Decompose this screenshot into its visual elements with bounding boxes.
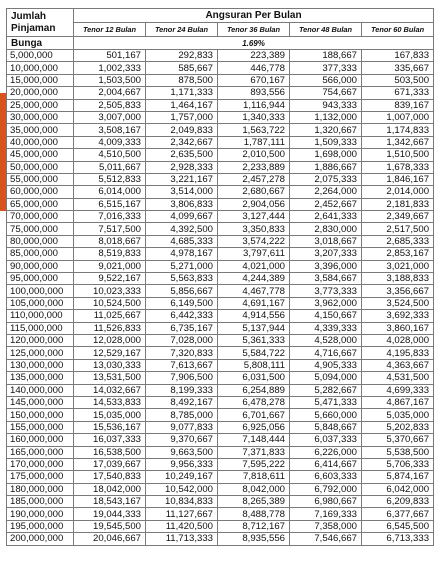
installment-cell: 893,556	[218, 87, 290, 99]
loan-amount-cell: 85,000,000	[7, 248, 74, 260]
installment-cell: 4,531,500	[362, 372, 434, 384]
installment-cell: 15,536,167	[74, 421, 146, 433]
installment-cell: 6,031,500	[218, 372, 290, 384]
loan-amount-cell: 135,000,000	[7, 372, 74, 384]
installment-cell: 503,500	[362, 74, 434, 86]
installment-cell: 3,524,500	[362, 297, 434, 309]
installment-cell: 5,538,500	[362, 446, 434, 458]
installment-cell: 6,478,278	[218, 396, 290, 408]
installment-cell: 9,370,667	[146, 434, 218, 446]
loan-amount-cell: 115,000,000	[7, 322, 74, 334]
table-row	[7, 322, 434, 334]
installment-cell: 670,167	[218, 74, 290, 86]
installment-cell: 1,757,000	[146, 111, 218, 123]
installment-cell: 1,846,167	[362, 173, 434, 185]
table-row	[7, 87, 434, 99]
installment-cell: 8,492,167	[146, 396, 218, 408]
table-row	[7, 334, 434, 346]
loan-amount-cell: 150,000,000	[7, 409, 74, 421]
installment-cell: 13,531,500	[74, 372, 146, 384]
loan-amount-cell: 95,000,000	[7, 273, 74, 285]
tenor-header-48: Tenor 48 Bulan	[290, 23, 362, 37]
installment-cell: 5,874,167	[362, 471, 434, 483]
table-row	[7, 99, 434, 111]
installment-cell: 4,392,500	[146, 223, 218, 235]
installment-cell: 6,603,333	[290, 471, 362, 483]
table-row	[7, 111, 434, 123]
installment-cell: 2,685,333	[362, 235, 434, 247]
loan-amount-cell: 45,000,000	[7, 149, 74, 161]
installment-cell: 5,471,333	[290, 396, 362, 408]
installment-cell: 4,099,667	[146, 211, 218, 223]
installment-cell: 4,467,778	[218, 285, 290, 297]
installment-cell: 335,667	[362, 62, 434, 74]
table-row	[7, 260, 434, 272]
loan-amount-cell: 185,000,000	[7, 496, 74, 508]
installment-cell: 671,333	[362, 87, 434, 99]
installment-cell: 2,233,889	[218, 161, 290, 173]
installment-cell: 6,254,889	[218, 384, 290, 396]
installment-cell: 6,442,333	[146, 310, 218, 322]
installment-cell: 4,905,333	[290, 359, 362, 371]
installment-cell: 4,009,333	[74, 136, 146, 148]
installment-cell: 13,030,333	[74, 359, 146, 371]
installment-cell: 6,515,167	[74, 198, 146, 210]
installment-cell: 10,249,167	[146, 471, 218, 483]
installment-cell: 3,018,667	[290, 235, 362, 247]
table-row	[7, 173, 434, 185]
installment-cell: 1,116,944	[218, 99, 290, 111]
installment-cell: 4,528,000	[290, 334, 362, 346]
installment-cell: 3,127,444	[218, 211, 290, 223]
installment-cell: 17,039,667	[74, 458, 146, 470]
installment-cell: 4,867,167	[362, 396, 434, 408]
installment-cell: 5,035,000	[362, 409, 434, 421]
installment-cell: 1,678,333	[362, 161, 434, 173]
installment-cell: 167,833	[362, 50, 434, 62]
installment-cell: 10,023,333	[74, 285, 146, 297]
loan-amount-cell: 195,000,000	[7, 520, 74, 532]
installment-cell: 1,698,000	[290, 149, 362, 161]
installment-cell: 6,037,333	[290, 434, 362, 446]
installment-cell: 5,361,333	[218, 334, 290, 346]
installment-cell: 2,505,833	[74, 99, 146, 111]
installment-cell: 566,000	[290, 74, 362, 86]
installment-cell: 18,042,000	[74, 483, 146, 495]
installment-cell: 1,174,833	[362, 124, 434, 136]
table-row	[7, 285, 434, 297]
table-row	[7, 359, 434, 371]
installment-cell: 3,508,167	[74, 124, 146, 136]
table-row	[7, 235, 434, 247]
loan-amount-cell: 65,000,000	[7, 198, 74, 210]
installment-cell: 2,014,000	[362, 186, 434, 198]
installment-cell: 2,853,167	[362, 248, 434, 260]
loan-amount-cell: 90,000,000	[7, 260, 74, 272]
installment-table-container	[6, 8, 430, 546]
installment-cell: 4,716,667	[290, 347, 362, 359]
loan-amount-cell: 180,000,000	[7, 483, 74, 495]
installment-cell: 188,667	[290, 50, 362, 62]
installment-cell: 6,925,056	[218, 421, 290, 433]
installment-cell: 2,680,667	[218, 186, 290, 198]
installment-cell: 6,377,667	[362, 508, 434, 520]
installment-cell: 446,778	[218, 62, 290, 74]
installment-cell: 5,094,000	[290, 372, 362, 384]
installment-cell: 1,563,722	[218, 124, 290, 136]
installment-cell: 10,524,500	[74, 297, 146, 309]
installment-cell: 1,342,667	[362, 136, 434, 148]
installment-cell: 1,509,333	[290, 136, 362, 148]
table-row	[7, 248, 434, 260]
installment-cell: 878,500	[146, 74, 218, 86]
installment-cell: 3,797,611	[218, 248, 290, 260]
installment-cell: 5,563,833	[146, 273, 218, 285]
installment-cell: 9,956,333	[146, 458, 218, 470]
loan-amount-header-line2: Pinjaman	[11, 23, 56, 34]
table-row	[7, 508, 434, 520]
installment-cell: 4,339,333	[290, 322, 362, 334]
installment-cell: 6,042,000	[362, 483, 434, 495]
loan-amount-cell: 105,000,000	[7, 297, 74, 309]
installment-cell: 1,132,000	[290, 111, 362, 123]
installment-cell: 2,075,333	[290, 173, 362, 185]
tenor-header-60: Tenor 60 Bulan	[362, 23, 434, 37]
installment-cell: 5,856,667	[146, 285, 218, 297]
table-row	[7, 409, 434, 421]
installment-cell: 12,028,000	[74, 334, 146, 346]
interest-label: Bunga	[7, 37, 74, 50]
installment-cell: 4,021,000	[218, 260, 290, 272]
installment-cell: 16,538,500	[74, 446, 146, 458]
table-row	[7, 124, 434, 136]
installment-cell: 2,452,667	[290, 198, 362, 210]
installment-cell: 5,660,000	[290, 409, 362, 421]
installment-cell: 3,021,000	[362, 260, 434, 272]
loan-amount-cell: 170,000,000	[7, 458, 74, 470]
interest-rate-value: 1.69%	[74, 37, 434, 50]
table-row	[7, 471, 434, 483]
table-row	[7, 421, 434, 433]
table-row	[7, 186, 434, 198]
installment-cell: 1,320,667	[290, 124, 362, 136]
installment-cell: 5,848,667	[290, 421, 362, 433]
installment-cell: 292,833	[146, 50, 218, 62]
installment-cell: 11,420,500	[146, 520, 218, 532]
installment-cell: 1,002,333	[74, 62, 146, 74]
loan-amount-cell: 70,000,000	[7, 211, 74, 223]
installment-cell: 18,543,167	[74, 496, 146, 508]
installment-cell: 6,735,167	[146, 322, 218, 334]
installment-cell: 3,514,000	[146, 186, 218, 198]
installment-cell: 4,363,667	[362, 359, 434, 371]
installment-cell: 1,007,000	[362, 111, 434, 123]
monthly-installment-header: Angsuran Per Bulan	[74, 9, 434, 23]
table-row	[7, 483, 434, 495]
loan-amount-cell: 80,000,000	[7, 235, 74, 247]
installment-cell: 6,149,500	[146, 297, 218, 309]
installment-cell: 4,978,167	[146, 248, 218, 260]
installment-cell: 1,503,500	[74, 74, 146, 86]
installment-cell: 7,613,667	[146, 359, 218, 371]
installment-cell: 8,712,167	[218, 520, 290, 532]
installment-cell: 7,028,000	[146, 334, 218, 346]
installment-cell: 7,148,444	[218, 434, 290, 446]
table-row	[7, 384, 434, 396]
loan-amount-cell: 140,000,000	[7, 384, 74, 396]
installment-cell: 7,016,333	[74, 211, 146, 223]
installment-cell: 5,011,667	[74, 161, 146, 173]
loan-amount-cell: 130,000,000	[7, 359, 74, 371]
table-row	[7, 161, 434, 173]
installment-cell: 2,264,000	[290, 186, 362, 198]
installment-cell: 5,706,333	[362, 458, 434, 470]
installment-cell: 6,980,667	[290, 496, 362, 508]
installment-cell: 2,049,833	[146, 124, 218, 136]
installment-cell: 8,042,000	[218, 483, 290, 495]
installment-cell: 14,032,667	[74, 384, 146, 396]
table-row	[7, 434, 434, 446]
installment-cell: 14,533,833	[74, 396, 146, 408]
loan-amount-cell: 40,000,000	[7, 136, 74, 148]
table-row	[7, 396, 434, 408]
loan-amount-cell: 190,000,000	[7, 508, 74, 520]
installment-cell: 4,914,556	[218, 310, 290, 322]
table-row	[7, 223, 434, 235]
installment-cell: 8,488,778	[218, 508, 290, 520]
installment-cell: 3,207,333	[290, 248, 362, 260]
loan-amount-cell: 20,000,000	[7, 87, 74, 99]
installment-cell: 3,584,667	[290, 273, 362, 285]
installment-cell: 501,167	[74, 50, 146, 62]
installment-cell: 2,349,667	[362, 211, 434, 223]
installment-cell: 839,167	[362, 99, 434, 111]
installment-cell: 5,584,722	[218, 347, 290, 359]
loan-amount-cell: 30,000,000	[7, 111, 74, 123]
installment-cell: 7,906,500	[146, 372, 218, 384]
installment-cell: 5,808,111	[218, 359, 290, 371]
installment-cell: 7,169,333	[290, 508, 362, 520]
installment-cell: 5,512,833	[74, 173, 146, 185]
installment-cell: 2,004,667	[74, 87, 146, 99]
installment-cell: 6,545,500	[362, 520, 434, 532]
table-row	[7, 347, 434, 359]
installment-cell: 15,035,000	[74, 409, 146, 421]
installment-cell: 4,685,333	[146, 235, 218, 247]
loan-amount-cell: 125,000,000	[7, 347, 74, 359]
loan-amount-cell: 100,000,000	[7, 285, 74, 297]
installment-cell: 2,830,000	[290, 223, 362, 235]
installment-cell: 19,044,333	[74, 508, 146, 520]
installment-cell: 4,195,833	[362, 347, 434, 359]
installment-cell: 3,221,167	[146, 173, 218, 185]
installment-cell: 4,510,500	[74, 149, 146, 161]
installment-cell: 2,517,500	[362, 223, 434, 235]
loan-amount-cell: 50,000,000	[7, 161, 74, 173]
installment-cell: 12,529,167	[74, 347, 146, 359]
table-row	[7, 211, 434, 223]
installment-cell: 1,886,667	[290, 161, 362, 173]
installment-cell: 3,773,333	[290, 285, 362, 297]
table-row	[7, 50, 434, 62]
table-row	[7, 136, 434, 148]
loan-amount-cell: 155,000,000	[7, 421, 74, 433]
installment-cell: 8,935,556	[218, 533, 290, 545]
tenor-header-24: Tenor 24 Bulan	[146, 23, 218, 37]
installment-cell: 2,635,500	[146, 149, 218, 161]
installment-cell: 9,522,167	[74, 273, 146, 285]
installment-cell: 1,787,111	[218, 136, 290, 148]
installment-cell: 4,691,167	[218, 297, 290, 309]
table-row	[7, 533, 434, 545]
installment-cell: 2,010,500	[218, 149, 290, 161]
table-row	[7, 458, 434, 470]
installment-cell: 6,209,833	[362, 496, 434, 508]
installment-cell: 8,785,000	[146, 409, 218, 421]
installment-cell: 16,037,333	[74, 434, 146, 446]
installment-cell: 5,202,833	[362, 421, 434, 433]
installment-cell: 6,713,333	[362, 533, 434, 545]
installment-cell: 5,282,667	[290, 384, 362, 396]
installment-cell: 2,181,833	[362, 198, 434, 210]
installment-cell: 1,340,333	[218, 111, 290, 123]
loan-amount-cell: 55,000,000	[7, 173, 74, 185]
installment-cell: 7,818,611	[218, 471, 290, 483]
installment-cell: 4,244,389	[218, 273, 290, 285]
installment-cell: 20,046,667	[74, 533, 146, 545]
installment-cell: 7,595,222	[218, 458, 290, 470]
loan-amount-header-line1: Jumlah	[11, 11, 47, 22]
installment-cell: 3,860,167	[362, 322, 434, 334]
installment-cell: 3,188,833	[362, 273, 434, 285]
installment-cell: 11,713,333	[146, 533, 218, 545]
installment-cell: 585,667	[146, 62, 218, 74]
table-row	[7, 74, 434, 86]
installment-cell: 5,271,000	[146, 260, 218, 272]
installment-cell: 10,834,833	[146, 496, 218, 508]
table-row	[7, 149, 434, 161]
installment-cell: 19,545,500	[74, 520, 146, 532]
installment-cell: 3,396,000	[290, 260, 362, 272]
installment-cell: 8,199,333	[146, 384, 218, 396]
table-row	[7, 310, 434, 322]
installment-cell: 6,701,667	[218, 409, 290, 421]
table-row	[7, 62, 434, 74]
installment-cell: 5,137,944	[218, 322, 290, 334]
installment-cell: 7,517,500	[74, 223, 146, 235]
installment-cell: 377,333	[290, 62, 362, 74]
installment-cell: 8,018,667	[74, 235, 146, 247]
loan-amount-cell: 175,000,000	[7, 471, 74, 483]
installment-cell: 3,350,833	[218, 223, 290, 235]
installment-table-body	[7, 50, 434, 546]
installment-cell: 11,127,667	[146, 508, 218, 520]
loan-amount-cell: 5,000,000	[7, 50, 74, 62]
installment-cell: 9,021,000	[74, 260, 146, 272]
table-row	[7, 198, 434, 210]
installment-cell: 3,356,667	[362, 285, 434, 297]
loan-amount-cell: 35,000,000	[7, 124, 74, 136]
installment-cell: 9,077,833	[146, 421, 218, 433]
installment-cell: 3,692,333	[362, 310, 434, 322]
installment-cell: 3,806,833	[146, 198, 218, 210]
installment-cell: 6,226,000	[290, 446, 362, 458]
tenor-header-36: Tenor 36 Bulan	[218, 23, 290, 37]
tenor-header-12: Tenor 12 Bulan	[74, 23, 146, 37]
installment-cell: 7,546,667	[290, 533, 362, 545]
table-row	[7, 496, 434, 508]
installment-cell: 8,519,833	[74, 248, 146, 260]
installment-cell: 4,150,667	[290, 310, 362, 322]
installment-table	[6, 8, 434, 546]
installment-cell: 2,904,056	[218, 198, 290, 210]
installment-cell: 2,641,333	[290, 211, 362, 223]
installment-cell: 17,540,833	[74, 471, 146, 483]
loan-amount-cell: 120,000,000	[7, 334, 74, 346]
installment-cell: 2,342,667	[146, 136, 218, 148]
loan-amount-cell: 75,000,000	[7, 223, 74, 235]
loan-amount-header	[7, 9, 74, 37]
loan-amount-cell: 165,000,000	[7, 446, 74, 458]
installment-cell: 11,025,667	[74, 310, 146, 322]
installment-cell: 3,962,000	[290, 297, 362, 309]
installment-cell: 9,663,500	[146, 446, 218, 458]
installment-cell: 8,265,389	[218, 496, 290, 508]
installment-cell: 10,542,000	[146, 483, 218, 495]
installment-cell: 6,014,000	[74, 186, 146, 198]
installment-cell: 1,464,167	[146, 99, 218, 111]
installment-cell: 1,510,500	[362, 149, 434, 161]
installment-cell: 5,370,667	[362, 434, 434, 446]
installment-cell: 223,389	[218, 50, 290, 62]
loan-amount-cell: 15,000,000	[7, 74, 74, 86]
installment-cell: 11,526,833	[74, 322, 146, 334]
table-row	[7, 520, 434, 532]
installment-cell: 6,792,000	[290, 483, 362, 495]
table-row	[7, 273, 434, 285]
table-row	[7, 297, 434, 309]
table-row	[7, 372, 434, 384]
loan-amount-cell: 145,000,000	[7, 396, 74, 408]
installment-cell: 3,574,222	[218, 235, 290, 247]
table-row	[7, 446, 434, 458]
loan-amount-cell: 60,000,000	[7, 186, 74, 198]
installment-cell: 7,320,833	[146, 347, 218, 359]
installment-cell: 4,699,333	[362, 384, 434, 396]
installment-cell: 943,333	[290, 99, 362, 111]
installment-cell: 6,414,667	[290, 458, 362, 470]
installment-cell: 2,457,278	[218, 173, 290, 185]
loan-amount-cell: 200,000,000	[7, 533, 74, 545]
installment-cell: 754,667	[290, 87, 362, 99]
loan-amount-cell: 10,000,000	[7, 62, 74, 74]
loan-amount-cell: 25,000,000	[7, 99, 74, 111]
loan-amount-cell: 110,000,000	[7, 310, 74, 322]
installment-cell: 3,007,000	[74, 111, 146, 123]
loan-amount-cell: 160,000,000	[7, 434, 74, 446]
installment-cell: 2,928,333	[146, 161, 218, 173]
installment-cell: 4,028,000	[362, 334, 434, 346]
installment-cell: 7,371,833	[218, 446, 290, 458]
installment-cell: 7,358,000	[290, 520, 362, 532]
installment-cell: 1,171,333	[146, 87, 218, 99]
